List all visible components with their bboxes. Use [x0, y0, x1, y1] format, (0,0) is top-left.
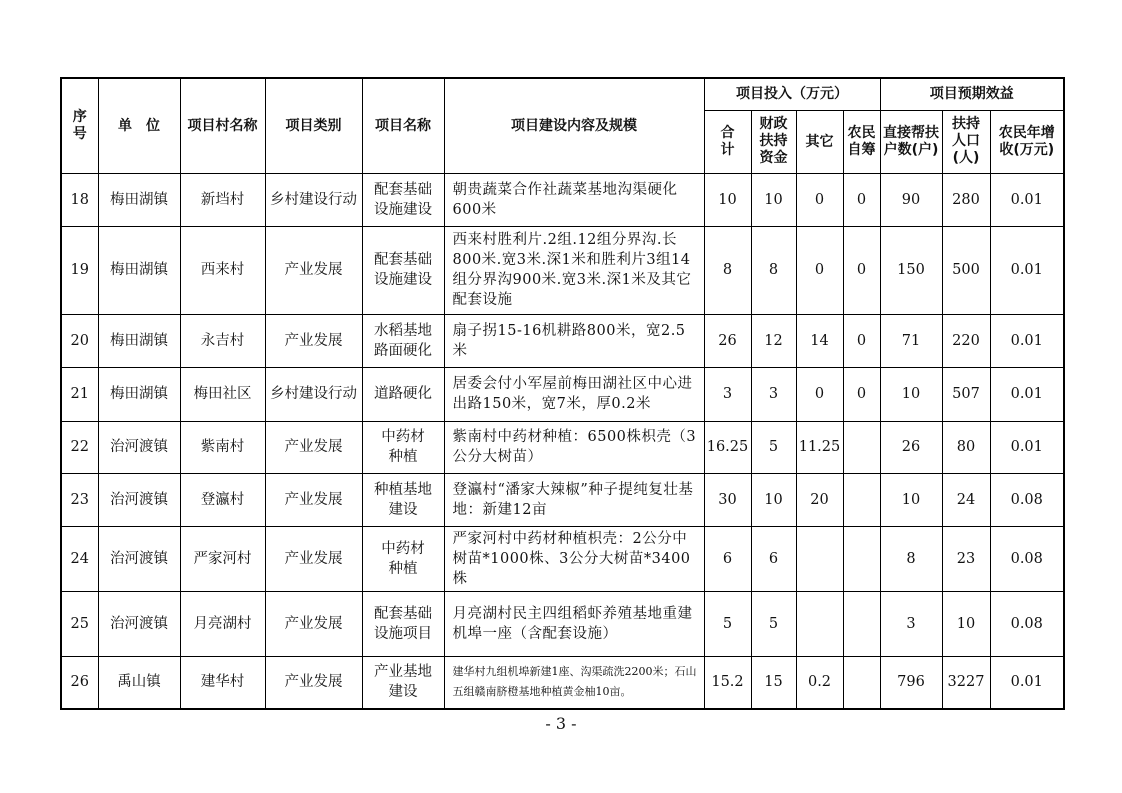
- header-benefit-group: 项目预期效益: [880, 78, 1064, 110]
- header-fiscal: 财政扶持资金: [751, 110, 796, 173]
- cell-fiscal: 6: [751, 526, 796, 591]
- cell-seq: 26: [61, 656, 98, 709]
- cell-name: 种植基地建设: [362, 473, 444, 526]
- cell-population: 220: [942, 314, 990, 367]
- header-row-1: [61, 78, 1064, 110]
- cell-seq: 21: [61, 367, 98, 421]
- cell-village: 严家河村: [180, 526, 265, 591]
- cell-farmer: 0: [843, 173, 880, 226]
- cell-total: 10: [704, 173, 751, 226]
- cell-unit: 梅田湖镇: [98, 314, 180, 367]
- cell-population: 24: [942, 473, 990, 526]
- header-total: 合计: [704, 110, 751, 173]
- table-row: [61, 591, 1064, 656]
- header-farmer: 农民自筹: [843, 110, 880, 173]
- cell-other: [796, 526, 843, 591]
- cell-income: 0.08: [990, 526, 1064, 591]
- cell-farmer: 0: [843, 226, 880, 314]
- cell-households: 71: [880, 314, 942, 367]
- cell-village: 建华村: [180, 656, 265, 709]
- page-number: - 3 -: [545, 714, 577, 733]
- cell-content: 紫南村中药材种植：6500株枳壳（3公分大树苗）: [444, 421, 704, 473]
- table-row: [61, 473, 1064, 526]
- cell-category: 产业发展: [265, 591, 362, 656]
- cell-farmer: 0: [843, 367, 880, 421]
- cell-income: 0.08: [990, 591, 1064, 656]
- header-investment-group: 项目投入（万元）: [704, 78, 880, 110]
- cell-population: 500: [942, 226, 990, 314]
- cell-name: 中药材种植: [362, 421, 444, 473]
- cell-population: 80: [942, 421, 990, 473]
- cell-fiscal: 5: [751, 421, 796, 473]
- cell-total: 26: [704, 314, 751, 367]
- cell-category: 产业发展: [265, 314, 362, 367]
- cell-total: 8: [704, 226, 751, 314]
- cell-households: 90: [880, 173, 942, 226]
- cell-other: 14: [796, 314, 843, 367]
- cell-households: 10: [880, 367, 942, 421]
- cell-village: 梅田社区: [180, 367, 265, 421]
- cell-total: 30: [704, 473, 751, 526]
- cell-income: 0.01: [990, 656, 1064, 709]
- cell-total: 5: [704, 591, 751, 656]
- cell-income: 0.08: [990, 473, 1064, 526]
- table-row: [61, 173, 1064, 226]
- cell-other: [796, 591, 843, 656]
- cell-households: 8: [880, 526, 942, 591]
- cell-farmer: [843, 591, 880, 656]
- cell-unit: 治河渡镇: [98, 591, 180, 656]
- table-row: [61, 526, 1064, 591]
- cell-seq: 19: [61, 226, 98, 314]
- cell-unit: 治河渡镇: [98, 526, 180, 591]
- cell-income: 0.01: [990, 173, 1064, 226]
- cell-name: 配套基础设施建设: [362, 173, 444, 226]
- cell-fiscal: 10: [751, 173, 796, 226]
- cell-category: 产业发展: [265, 226, 362, 314]
- cell-content: 登瀛村“潘家大辣椒”种子提纯复壮基地：新建12亩: [444, 473, 704, 526]
- cell-farmer: 0: [843, 314, 880, 367]
- cell-content: 建华村九组机埠新建1座、沟渠疏洗2200米；石山五组赣南脐橙基地种植黄金柚10亩。: [444, 656, 704, 709]
- header-other: 其它: [796, 110, 843, 173]
- cell-category: 产业发展: [265, 526, 362, 591]
- cell-households: 10: [880, 473, 942, 526]
- cell-households: 26: [880, 421, 942, 473]
- cell-unit: 治河渡镇: [98, 421, 180, 473]
- cell-population: 23: [942, 526, 990, 591]
- cell-fiscal: 15: [751, 656, 796, 709]
- cell-total: 3: [704, 367, 751, 421]
- cell-unit: 治河渡镇: [98, 473, 180, 526]
- header-village: 项目村名称: [180, 78, 265, 173]
- cell-village: 紫南村: [180, 421, 265, 473]
- cell-village: 月亮湖村: [180, 591, 265, 656]
- cell-seq: 24: [61, 526, 98, 591]
- cell-name: 配套基础设施项目: [362, 591, 444, 656]
- cell-other: 0: [796, 173, 843, 226]
- table-row: [61, 314, 1064, 367]
- cell-fiscal: 12: [751, 314, 796, 367]
- cell-farmer: [843, 526, 880, 591]
- cell-total: 6: [704, 526, 751, 591]
- table-row: [61, 421, 1064, 473]
- cell-other: 0: [796, 367, 843, 421]
- header-income: 农民年增收(万元): [990, 110, 1064, 173]
- cell-name: 产业基地建设: [362, 656, 444, 709]
- cell-seq: 23: [61, 473, 98, 526]
- cell-seq: 20: [61, 314, 98, 367]
- cell-income: 0.01: [990, 314, 1064, 367]
- project-table: [60, 77, 1065, 710]
- header-seq: 序号: [61, 78, 98, 173]
- cell-category: 乡村建设行动: [265, 173, 362, 226]
- cell-unit: 梅田湖镇: [98, 226, 180, 314]
- cell-population: 280: [942, 173, 990, 226]
- cell-income: 0.01: [990, 226, 1064, 314]
- cell-name: 中药材种植: [362, 526, 444, 591]
- cell-village: 新垱村: [180, 173, 265, 226]
- table-row: [61, 656, 1064, 709]
- cell-fiscal: 3: [751, 367, 796, 421]
- cell-farmer: [843, 656, 880, 709]
- cell-unit: 梅田湖镇: [98, 367, 180, 421]
- cell-seq: 22: [61, 421, 98, 473]
- cell-population: 507: [942, 367, 990, 421]
- header-households: 直接帮扶户数(户): [880, 110, 942, 173]
- cell-other: 0: [796, 226, 843, 314]
- cell-total: 16.25: [704, 421, 751, 473]
- cell-content: 居委会付小军屋前梅田湖社区中心进出路150米，宽7米，厚0.2米: [444, 367, 704, 421]
- cell-other: 20: [796, 473, 843, 526]
- cell-population: 10: [942, 591, 990, 656]
- cell-village: 西来村: [180, 226, 265, 314]
- cell-income: 0.01: [990, 421, 1064, 473]
- cell-content: 扇子拐15-16机耕路800米，宽2.5米: [444, 314, 704, 367]
- cell-households: 3: [880, 591, 942, 656]
- cell-content: 西来村胜利片.2组.12组分界沟.长800米.宽3米.深1米和胜利片3组14组分界沟900米.宽3米.深1米及其它配套设施: [444, 226, 704, 314]
- cell-content: 严家河村中药材种植枳壳：2公分中树苗*1000株、3公分大树苗*3400株: [444, 526, 704, 591]
- table-row: [61, 367, 1064, 421]
- cell-village: 永吉村: [180, 314, 265, 367]
- cell-name: 水稻基地路面硬化: [362, 314, 444, 367]
- cell-income: 0.01: [990, 367, 1064, 421]
- cell-other: 0.2: [796, 656, 843, 709]
- cell-fiscal: 8: [751, 226, 796, 314]
- cell-content: 朝贵蔬菜合作社蔬菜基地沟渠硬化600米: [444, 173, 704, 226]
- cell-farmer: [843, 473, 880, 526]
- cell-seq: 18: [61, 173, 98, 226]
- table-row: [61, 226, 1064, 314]
- header-population: 扶持人口(人): [942, 110, 990, 173]
- cell-category: 产业发展: [265, 473, 362, 526]
- cell-unit: 梅田湖镇: [98, 173, 180, 226]
- cell-content: 月亮湖村民主四组稻虾养殖基地重建机埠一座（含配套设施）: [444, 591, 704, 656]
- cell-category: 产业发展: [265, 656, 362, 709]
- cell-population: 3227: [942, 656, 990, 709]
- cell-seq: 25: [61, 591, 98, 656]
- header-category: 项目类别: [265, 78, 362, 173]
- cell-fiscal: 10: [751, 473, 796, 526]
- cell-farmer: [843, 421, 880, 473]
- cell-total: 15.2: [704, 656, 751, 709]
- header-content: 项目建设内容及规模: [444, 78, 704, 173]
- cell-fiscal: 5: [751, 591, 796, 656]
- cell-other: 11.25: [796, 421, 843, 473]
- cell-unit: 禹山镇: [98, 656, 180, 709]
- cell-name: 道路硬化: [362, 367, 444, 421]
- cell-households: 150: [880, 226, 942, 314]
- cell-village: 登瀛村: [180, 473, 265, 526]
- cell-name: 配套基础设施建设: [362, 226, 444, 314]
- header-unit: 单 位: [98, 78, 180, 173]
- cell-category: 产业发展: [265, 421, 362, 473]
- cell-households: 796: [880, 656, 942, 709]
- cell-category: 乡村建设行动: [265, 367, 362, 421]
- header-name: 项目名称: [362, 78, 444, 173]
